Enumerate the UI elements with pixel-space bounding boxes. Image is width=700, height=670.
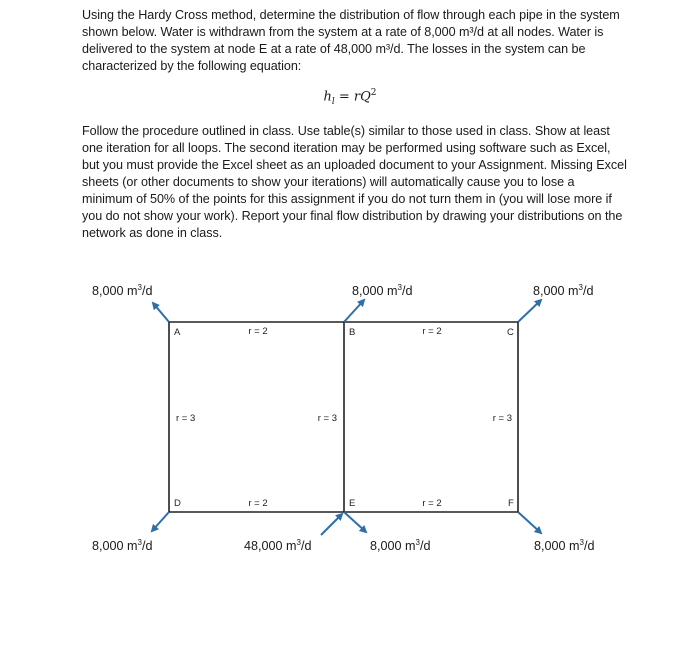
arrow-c-withdrawal-icon — [518, 300, 541, 322]
flow-label-e-supply: 48,000 $m^3/d$ — [244, 538, 312, 553]
arrow-e-withdrawal-icon — [344, 512, 366, 532]
node-c-label: C — [507, 327, 514, 338]
node-e-label: E — [349, 498, 356, 509]
equation-rhs: = rQ — [334, 89, 371, 105]
pipe-de-resistance: r = 2 — [248, 498, 268, 509]
arrow-a-withdrawal-icon — [153, 303, 169, 322]
equation-lhs-subscript: l — [331, 96, 335, 107]
pipe-ad-resistance: r = 3 — [176, 413, 196, 424]
equation-exponent: 2 — [370, 88, 377, 98]
flow-label-a: 8,000 $m^3/d$ — [92, 283, 153, 298]
flow-label-e-withdrawal: 8,000 $m^3/d$ — [370, 538, 431, 553]
pipe-be-resistance: r = 3 — [317, 413, 337, 424]
node-a-label: A — [174, 327, 181, 338]
instructions-paragraph: Follow the procedure outlined in class. Use table(s) similar to those used in class. Show at least one iteration for all loops. The second iteration may be performed using software such as Excel, but you must provide the Excel sheet as an uploaded document to your Assignment. Missing Excel sheets (or other documents to show your iterations) will automatically cause you to lose a minimum of 50% of the points for this assignment if you do not turn them in (you will lose more if you do not show your work). Report your final flow distribution by drawing your distributions on the network as done in class. — [82, 124, 627, 240]
pipe-ab-resistance: r = 2 — [248, 326, 268, 337]
flow-label-c: 8,000 $m^3/d$ — [533, 283, 594, 298]
flow-label-d: 8,000 $m^3/d$ — [92, 538, 153, 553]
flow-label-f: 8,000 $m^3/d$ — [534, 538, 595, 553]
flow-label-b: 8,000 $m^3/d$ — [352, 283, 413, 298]
arrow-f-withdrawal-icon — [518, 512, 541, 533]
pipe-bc-resistance: r = 2 — [422, 326, 442, 337]
pipe-ef-resistance: r = 2 — [422, 498, 442, 509]
arrow-b-withdrawal-icon — [344, 300, 364, 322]
problem-statement-paragraph: Using the Hardy Cross method, determine the distribution of flow through each pipe in the system shown below. Water is withdrawn from the system at a rate of 8,000 m³/d at all nodes. Water is delivered to the system at node E at a rate of 48,000 m³/d. The losses in the system can be characterized by the following equation: — [82, 8, 620, 73]
equation-lhs: h — [323, 89, 332, 105]
arrow-d-withdrawal-icon — [152, 512, 169, 531]
node-b-label: B — [349, 327, 356, 338]
node-d-label: D — [174, 498, 181, 509]
arrow-e-supply-icon — [321, 514, 342, 535]
pipe-cf-resistance: r = 3 — [492, 413, 512, 424]
node-f-label: F — [508, 498, 514, 509]
